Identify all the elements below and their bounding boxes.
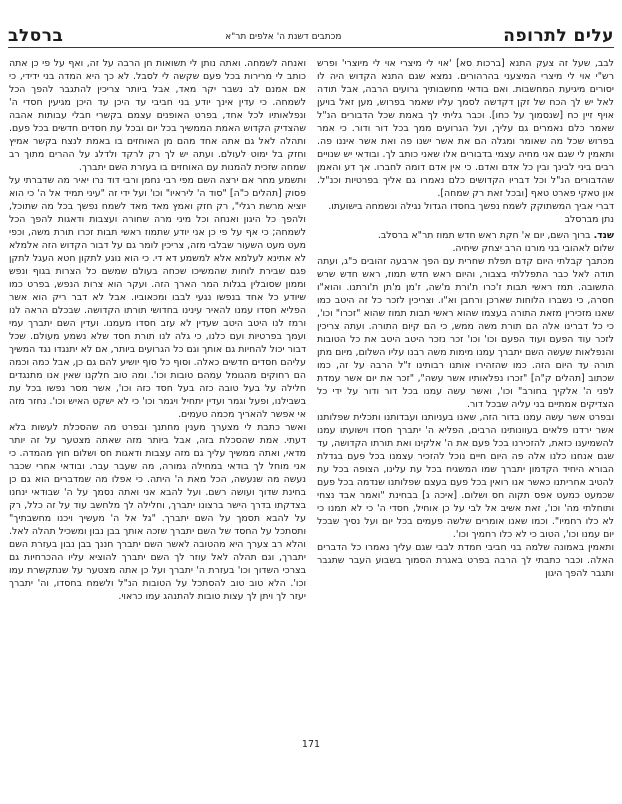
header-subtitle: מכתבים דשנת ה' אלפים תר"א <box>225 32 342 42</box>
paragraph: מכתבך קבלתי היום קדם תפלת שחרית עם הפך ארבעה זהובים כ"ג, ועתה תודה לאל כבר התפללתי בצבור, והיום ראש חדש תמוז, ראש חדש שרש התשובה. תמז ראשי תבות ז'כרו ת'ורת מ'שה, ז'מן מ'תן ת'ורתנו. והוא"ו חסרה, כי נשברו הלוחות שארכן ורחבן וא"ו. וצריכין לזכר כל זה היטב כמו שאנו מזכירין מזאת התורה בעצמו שהוא ראשי תבות תמוז שהוא "זכרו" וכו', כי כל דברינו אלה הם תורת משה ממש, כי הם קיום התורה. ועתה צריכין לזכר עוד הפעם ועוד הפעם וכו' וכו' זכר נזכר היטב היטב את כל הטובות והנפלאות שעשה השם יתברך עמנו מימות משה רבנו עליו השלום, מיום מתן תורה עד היום הזה. כמו שהזהירו אותנו רבותינו ז"ל הרבה על זה, כמו שכתוב [תהלים ק"ה] "זכרו נפלאותיו אשר עשה", "זכר את יום אשר עמדת לפני ה' אלקיך בחורב" וכו', ואשר עשה עמנו בכל דור ודור על ידי כל הצדיקים אמתיים בני עליה שבכל דור. <box>317 256 614 410</box>
paragraph: ובפרט אשר עשה עמנו בדור הזה, שאנו בעניותנו ועבדותנו ותכלית שפלותנו אשר ירדנו פלאים בעוונותינו הרבים, הפליא ה' יתברך חסדו וישועתו עמנו להשמיענו כזאת, להזכירנו בכל פעם את ה' אלקינו ואת תורתו הקדושה, עד שגם אנחנו כלנו אלה פה היום חיים נוכל להזכיר עצמנו בכל פעם בגדלת הבורא היחיד הקדמון יתברך שמו המשגיח בכל עת עלינו, הצופה בכל עת להטיב אחריתנו כאשר אנו רואין בכל פעם בעצם שפלותנו שנדמה בכל פעם שכמעט כמעט אפס תקוה חס ושלום. [איכה ג] בבחינת "ואמר אבד נצחי ותוחלתי מה' וכו', זאת אשיב אל לבי על כן אוחיל, חסדי ה' כי לא תמנו כי לא כלו רחמיו". וכמו שאנו אומרים שלשה פעמים בכל יום ועל נסיך שבכל יום עמנו וכו', הטוב כי לא כלו רחמיך וכו'. <box>317 412 614 540</box>
book-title: עלים לתרופה <box>503 26 614 46</box>
letter-opening <box>317 229 614 242</box>
page-header <box>8 26 614 48</box>
letter-number: שנד. <box>593 230 614 241</box>
paragraph: ואשר כתבת לי מצערך מענין מחתנך ובפרט מה שהסכלת לעשות בלא דעתי. אמת שהסכלת בזה, אבל ביותר מזה שאתה מצטער על זה יותר מדאי, ואתה ממשיך עליך גם מזה עצבות ודאגות חס ושלום חוץ מהמדה. כי אני מוחל לך בודאי במחילה גמורה, מה שעבר עבר. ובודאי אחרי שכבר נעשה מה שנעשה, הכל מאת ה' היתה. כי אפלו מה שמדברים הוא גם כן בחינת שדוך ועושה רשם. ועל להבא אני ואתה נסמך על ה' שבודאי ינחנו בצדקתו בדרך הישר ברצונו יתברך, וחלילה לך מלחשב עוד על זה כלל, רק על להבא תסמך על השם יתברך. "גל אל ה' מעשיך ויכנו מחשבתיך" ותסתכל על החסד של השם יתברך שזכה אותך בבן נבון ומשכיל תהלה לאל. והלא רב צערך היא מהטובה לאשר השם יתברך חננך בבן נבון בעזרת השם יתברך, וגם תהלה לאל עוזר לך השם יתברך להוציא עליו ההכרחיות גם בצרכי השדוך וכו' בעזרת ה' יתברך ועל כן אתה מצטער על שנתקשרת עמו וכו'. הלא טוב טוב להסתכל על הטובות הנ"ל ולשמח בחסדו, וה' יתברך יעזר לך ויתן לך עצות טובות להתנהג עמו כראוי. <box>9 422 306 602</box>
paragraph: ואנחה לשמחה. ואתה נותן לי תשואות חן הרבה על זה, ואף על פי כן אתה כותב לי מרירות בכל פעם שקשה לי לסבל. לא כך היא המדה בני ידידי, כי אם אמנם לב נשבר יקר מאד, אבל ביותר צריכין להתגבר להפך הכל לשמחה. כי עדין אינך יודע בני חביבי עד היכן עד היכן מגיעין חסדי ה' ונפלאותיו לכל אחד, בפרט האופנים עצמם בקשרי חבלי עבותות אהבה שהצדיק הקדוש האמת הממשיך בכל יום ובכל עת חסדים חדשים בכל פעם. ותהלה לאל גם אתה אחד מהם מן האוחזים בו באמת לנצח בקשר אמיץ וחזק בל ימוט לעולם. ועתה יש לך רק לרקד ולדלג על ההרים מתוך רב שמחה שזכית להמנות עם האוחזים בו בעזרת השם יתברך. <box>9 58 306 173</box>
letter-dateline: ברוך השם, יום א' חקת ראש חדש תמוז תר"א ברסלב. <box>377 230 591 241</box>
left-column <box>9 57 306 603</box>
paragraph-continuation: לבב, שעל זה צעק התנא [ברכות סא] 'אוי לי מיצרי אוי לי מיוצרי' ופרש רש"י אוי לי מיצרי המיצעני בהרהורים. נמצא שגם התנא הקדוש היה לו יסורים מיגיעת המחשבות. ואם בודאי מחשבותיך גרועים הרבה, אבל תודה לאל יש לך הכח של זקן דקדשה לסמך עליו שאמר בפרוש, מען זאל בויען אויף זיין כח [שנסמוך על כחו]. וכבר גליתי לך באמת שכל הדבורים הנ"ל שאמר כלם נאמרים גם עליך, ועל הגרועים ממך בכל דור ודור. כי אמר בפרוש שכל מה שאומר ומגלה הם את אשר ישנו פה ואת אשר איננו פה. ותאמין לי שגם אני מחיה עצמי בדבורים אלו שאני כותב לך. ובודאי יש שנויים רבים ביני לבינך ובין כל אדם ואדם. כי אין אדם דומה לחברו. אך דע והאמן שהדבורים הנ"ל וכל דבריו הקדושים כלם נאמרו גם אליך בפרטיות וכנ"ל. און טאקי פארט טאף [ובכל זאת רק שמחה]. <box>317 58 614 199</box>
text-columns <box>8 57 614 603</box>
right-column <box>317 57 614 603</box>
page-number: 171 <box>301 739 321 750</box>
paragraph: ותשמע מחר אם ירצה השם מפי רבי נחמן ורבי דוד נרו יאיר מה שדברתי על פסוק [תהלים כ"ה] "סוד ה' ליראיו" וכו' ועל ידי זה "עיני תמיד אל ה' כי הוא יוציא מרשת רגלי", רק חזק ואמץ מאד מאד לשמח נפשך בכל מה שתוכל, ולהפך כל היגון ואנחה וכל מיני מרה שחורה ועצבות ודאגות להפך הכל לשמחה; כי אף על פי כן אני יודע שתמוז ראשי תבות זכרו תורת משה, וכפי מעט מעט השעור שבלבי מזה, צריכין לומר גם על דבור הקדוש הזה אלמלא לא אתינא לעלמא אלא למשמע דא די. כי הוא נוגע לתקון חטא העגל לתקן פגם שבירת לוחות שהמשיכו שכחה בעולם שמשם כל הצרות בגוף ונפש וממון שסובלין בגלות המר הארך הזה. ועקר הוא צרות הנפש, בפרט כמו שיודע כל אחד בנפשו נגעי לבבו ומכאוביו. אבל לא דבר ריק הוא אשר הפליא חסדו עמנו להאיר עינינו בחדושי תורתו הקדושה. שבכלם הראה לנו ורמז לנו היטב היטב שעדין לא עזב חסדו מעמנו. ועדין השם יתברך עמי ועמך בפרטיות ועם כלנו, כי גלה לנו תורת חסד שלא נשמע מעולם. שכל דבור יכול להחיות גם אותך וגם כל הגרועים ביותר, אם לא יתנגדו נגד המשיך עליהם חסדים חדשים כאלה. וסוף כל סוף יושיע להם גם כן, אבל כמה וכמה הם רחוקים מהגומל עמהם טובות וכו'. ומה טוב חלקנו שאין אנו מתנגדים חלילה על בעל טובה כזה בעל חסד כזה וכו', אשר מסר נפשו בכל עת בשבילנו, ופעל וגמר ועדין יתחיל ויגמר וכו' כי לא ישקט האיש וכו'. נחזר מזה אי אפשר להאריך מכמה טעמים. <box>9 175 306 420</box>
paragraph: ותאמין באמונה שלמה בני חביבי חמדת לבבי שגם עליך נאמרו כל הדברים האלה. וכבר כתבתי לך הרבה בפרט באגרת הסמוך בשבוע העבר שתגבר ותגבר להפך היגון <box>317 542 614 579</box>
letter-greeting: שלום לאהובי בני מורנו הרב יצחק שיחיה. <box>452 243 614 254</box>
edition-title: ברסלב <box>8 26 64 46</box>
letter-closing: דברי אביך המשתוקק לשמח נפשך בחסדו הגדול נגילה ונשמחה בישועתו. <box>328 201 614 212</box>
signature: נתן מברסלב <box>564 214 614 225</box>
